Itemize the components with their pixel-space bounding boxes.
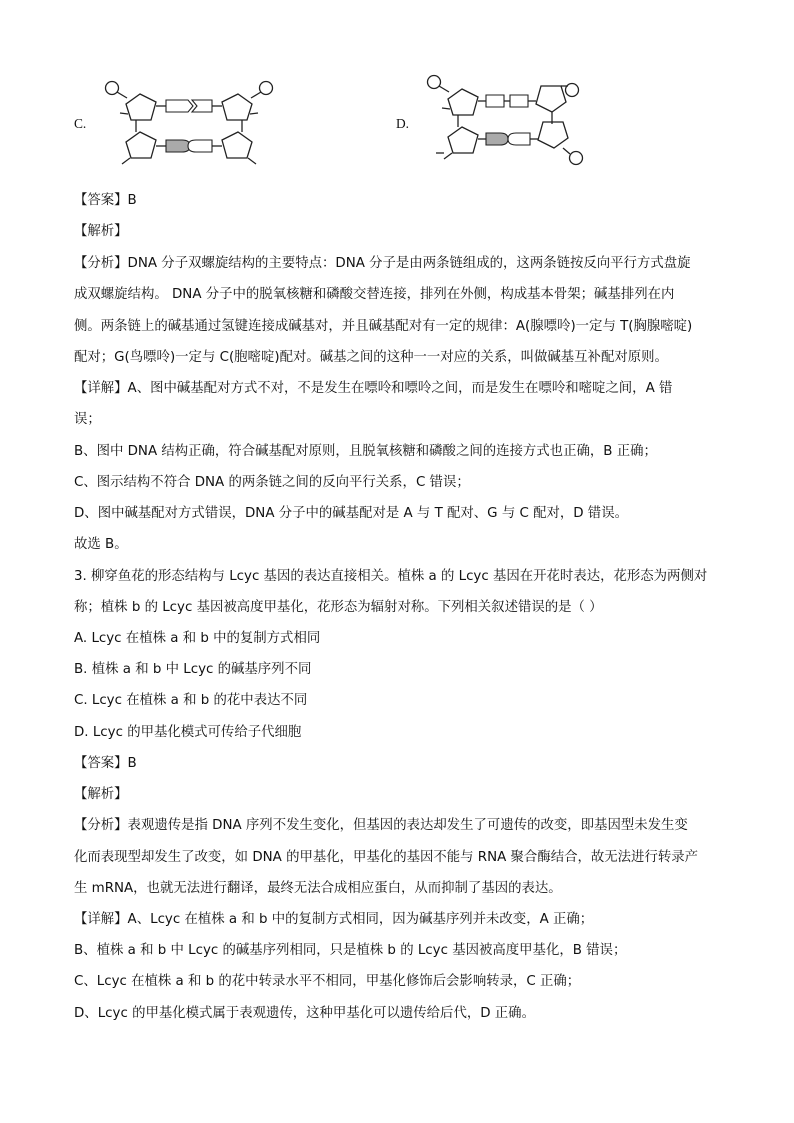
- analysis2-line-2: 化而表现型却发生了改变，如 DNA 的甲基化，甲基化的基因不能与 RNA 聚合酶结合，故无法进行转录产: [74, 850, 699, 865]
- detail-line-c: C、图示结构不符合 DNA 的两条链之间的反向平行关系，C 错误；: [74, 475, 470, 490]
- choice-d: D. Lcyc 的甲基化模式可传给子代细胞: [74, 725, 302, 740]
- answer-line-2: 【答案】B: [74, 756, 137, 771]
- analysis-heading: 【解析】: [74, 224, 128, 239]
- detail-line-2: 误；: [74, 412, 101, 427]
- detail2-line-d: D、Lcyc 的甲基化模式属于表观遗传，这种甲基化可以遗传给后代，D 正确。: [74, 1006, 535, 1021]
- choice-b: B. 植株 a 和 b 中 Lcyc 的碱基序列不同: [74, 662, 312, 677]
- choice-c: C. Lcyc 在植株 a 和 b 的花中表达不同: [74, 693, 308, 708]
- option-d-label: D.: [396, 116, 410, 131]
- detail-line-d: D、图中碱基配对方式错误，DNA 分子中的碱基配对是 A 与 T 配对、G 与 C 配对，D 错误。: [74, 506, 628, 521]
- analysis2-line-1: 【分析】表观遗传是指 DNA 序列不发生变化，但基因的表达却发生了可遗传的改变，即基因型未发生变: [74, 818, 688, 833]
- analysis-heading-2: 【解析】: [74, 787, 128, 802]
- analysis-line-2: 成双螺旋结构。 DNA 分子中的脱氧核糖和磷酸交替连接，排列在外侧，构成基本骨架；碱基排列在内: [74, 287, 675, 302]
- dna-diagram-d: [422, 72, 602, 168]
- dna-diagram-c: [100, 76, 280, 172]
- detail-line-b: B、图中 DNA 结构正确，符合碱基配对原则，且脱氧核糖和磷酸之间的连接方式也正确，B 正确；: [74, 444, 657, 459]
- conclusion-line: 故选 B。: [74, 537, 128, 552]
- analysis-line-3: 侧。两条链上的碱基通过氢键连接成碱基对，并且碱基配对有一定的规律：A(腺嘌呤)一定与 T(胸腺嘧啶): [74, 319, 693, 334]
- analysis-line-4: 配对；G(鸟嘌呤)一定与 C(胞嘧啶)配对。碱基之间的这种一一对应的关系，叫做碱基互补配对原则。: [74, 350, 668, 365]
- detail-line-1: 【详解】A、图中碱基配对方式不对，不是发生在嘌呤和嘌呤之间，而是发生在嘌呤和嘧啶之间，A 错: [74, 381, 673, 396]
- option-c-label: C.: [74, 116, 87, 131]
- analysis-line-1: 【分析】DNA 分子双螺旋结构的主要特点：DNA 分子是由两条链组成的，这两条链按反向平行方式盘旋: [74, 256, 691, 271]
- detail2-line-a: 【详解】A、Lcyc 在植株 a 和 b 中的复制方式相同，因为碱基序列并未改变，A 正确；: [74, 912, 594, 927]
- detail2-line-c: C、Lcyc 在植株 a 和 b 的花中转录水平不相同，甲基化修饰后会影响转录，C 正确；: [74, 974, 581, 989]
- analysis2-line-3: 生 mRNA，也就无法进行翻译，最终无法合成相应蛋白，从而抑制了基因的表达。: [74, 881, 562, 896]
- choice-a: A. Lcyc 在植株 a 和 b 中的复制方式相同: [74, 631, 321, 646]
- detail2-line-b: B、植株 a 和 b 中 Lcyc 的碱基序列相同，只是植株 b 的 Lcyc 基因被高度甲基化，B 错误；: [74, 943, 627, 958]
- question-3-line-2: 称；植株 b 的 Lcyc 基因被高度甲基化，花形态为辐射对称。下列相关叙述错误的是（ ）: [74, 600, 603, 615]
- answer-line: 【答案】B: [74, 193, 137, 208]
- question-3-line-1: 3. 柳穿鱼花的形态结构与 Lcyc 基因的表达直接相关。植株 a 的 Lcyc 基因在开花时表达，花形态为两侧对: [74, 569, 708, 584]
